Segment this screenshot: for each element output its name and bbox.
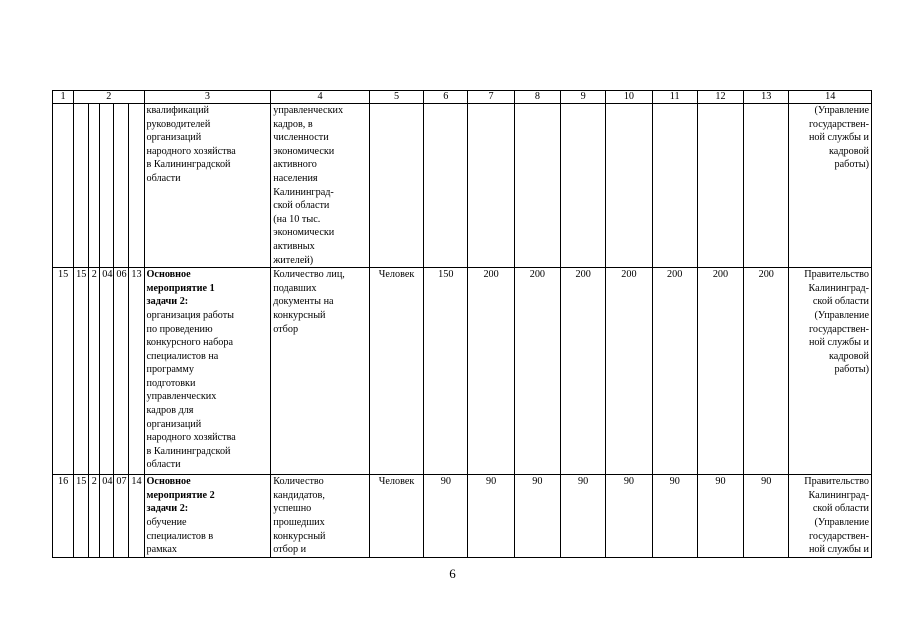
table-row — [53, 268, 872, 475]
code-cell — [129, 104, 144, 268]
code-cell — [100, 104, 114, 268]
code-cell: 06 — [114, 268, 129, 475]
value-cell: 200 — [606, 268, 652, 475]
value-cell: 90 — [514, 475, 560, 558]
value-cell: 150 — [424, 268, 468, 475]
row-number: 16 — [53, 475, 74, 558]
header-row — [53, 91, 872, 104]
value-cell — [561, 104, 606, 268]
header-cell: 12 — [697, 91, 743, 104]
indicator-cell: Количество лиц, подавших документы на конкурсный отбор — [271, 268, 370, 475]
value-cell — [744, 104, 789, 268]
value-cell — [514, 104, 560, 268]
value-cell: 200 — [652, 268, 697, 475]
header-cell: 2 — [74, 91, 144, 104]
responsible-cell: Правительство Калининград- ской области (Управление государствен- ной службы и кадровой работы) — [789, 268, 872, 475]
value-cell: 200 — [561, 268, 606, 475]
activity-title: Основное мероприятие 2 задачи 2: — [146, 476, 215, 515]
header-cell: 5 — [369, 91, 423, 104]
responsible-cell: (Управление государствен- ной службы и кадровой работы) — [789, 104, 872, 268]
code-cell: 15 — [74, 268, 89, 475]
code-cell: 04 — [100, 475, 114, 558]
code-cell — [74, 104, 89, 268]
value-cell: 200 — [514, 268, 560, 475]
table-row — [53, 475, 872, 558]
value-cell: 200 — [697, 268, 743, 475]
code-cell — [114, 104, 129, 268]
unit-cell: Человек — [369, 268, 423, 475]
value-cell: 90 — [697, 475, 743, 558]
value-cell — [606, 104, 652, 268]
indicator-cell: Количество кандидатов, успешно прошедших конкурсный отбор и — [271, 475, 370, 558]
value-cell: 90 — [561, 475, 606, 558]
header-cell: 1 — [53, 91, 74, 104]
header-cell: 4 — [271, 91, 370, 104]
code-cell: 14 — [129, 475, 144, 558]
responsible-cell: Правительство Калининград- ской области (Управление государствен- ной службы и — [789, 475, 872, 558]
activity-cell — [144, 104, 271, 268]
value-cell: 90 — [468, 475, 514, 558]
code-cell: 07 — [114, 475, 129, 558]
code-cell: 2 — [89, 268, 100, 475]
unit-cell — [369, 104, 423, 268]
code-cell: 04 — [100, 268, 114, 475]
value-cell — [424, 104, 468, 268]
activity-text: квалификаций руководителей организаций народного хозяйства в Калининградской области — [146, 105, 236, 184]
table-row — [53, 104, 872, 268]
value-cell: 200 — [744, 268, 789, 475]
code-cell: 13 — [129, 268, 144, 475]
header-cell: 14 — [789, 91, 872, 104]
value-cell: 90 — [744, 475, 789, 558]
header-cell: 6 — [424, 91, 468, 104]
code-cell — [89, 104, 100, 268]
unit-cell: Человек — [369, 475, 423, 558]
value-cell — [697, 104, 743, 268]
activity-cell — [144, 475, 271, 558]
header-cell: 3 — [144, 91, 271, 104]
header-cell: 9 — [561, 91, 606, 104]
value-cell — [652, 104, 697, 268]
code-cell: 2 — [89, 475, 100, 558]
row-number — [53, 104, 74, 268]
header-cell: 13 — [744, 91, 789, 104]
header-cell: 8 — [514, 91, 560, 104]
header-cell: 7 — [468, 91, 514, 104]
value-cell: 90 — [652, 475, 697, 558]
header-cell: 11 — [652, 91, 697, 104]
indicator-cell: управленческих кадров, в численности экономически активного населения Калининград- ской области (на 10 тыс. экономически активных жителей) — [271, 104, 370, 268]
code-cell: 15 — [74, 475, 89, 558]
activity-title: Основное мероприятие 1 задачи 2: — [146, 269, 215, 308]
activity-text: обучение специалистов в рамках — [146, 516, 214, 556]
value-cell: 90 — [424, 475, 468, 558]
value-cell: 90 — [606, 475, 652, 558]
value-cell: 200 — [468, 268, 514, 475]
activity-cell — [144, 268, 271, 475]
activity-text: организация работы по проведению конкурсного набора специалистов на программу подготовки управленческих кадров для организаций народного хозяйства в Калининградской области — [146, 309, 236, 471]
header-cell: 10 — [606, 91, 652, 104]
page-number: 6 — [449, 566, 456, 581]
value-cell — [468, 104, 514, 268]
row-number: 15 — [53, 268, 74, 475]
program-table — [52, 90, 872, 558]
